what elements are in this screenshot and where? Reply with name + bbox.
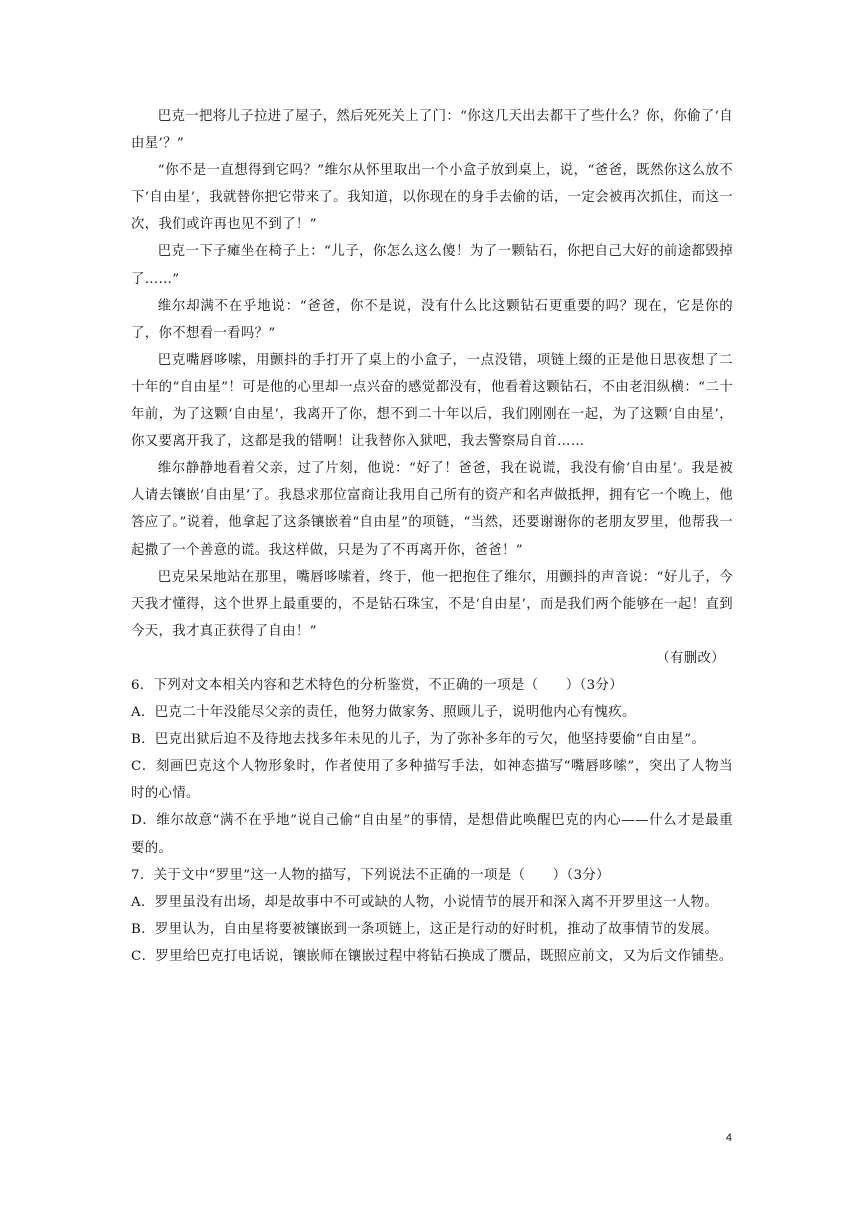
page-number: 4 [725, 1132, 732, 1144]
story-paragraph: 巴克嘴唇哆嗦，用颤抖的手打开了桌上的小盒子，一点没错，项链上缀的正是他日思夜想了二十年的“自由星”！可是他的心里却一点兴奋的感觉都没有，他看着这颗钻石，不由老泪纵横：“二十年前，为了这颗‘自由星’，我离开了你，想不到二十年以后，我们刚刚在一起，为了这颗‘自由星’，你又要离开我了，这都是我的错啊！让我替你入狱吧，我去警察局自首…… [131, 352, 733, 450]
question-7-stem: 7．关于文中“罗里”这一人物的描写，下列说法不正确的一项是（ ）（3分） [131, 867, 610, 883]
story-paragraph: 巴克一把将儿子拉进了屋子，然后死死关上了门：“你这几天出去都干了些什么？你，你偷了‘自由星’？” [131, 109, 733, 152]
document-body [131, 103, 733, 970]
question-6-stem: 6．下列对文本相关内容和艺术特色的分析鉴赏，不正确的一项是（ ）（3分） [131, 677, 623, 693]
story-paragraph: 维尔静静地看着父亲，过了片刻，他说：“好了！爸爸，我在说谎，我没有偷‘自由星’。我是被人请去镶嵌‘自由星’了。我恳求那位富商让我用自己所有的资产和名声做抵押，拥有它一个晚上，他答应了。”说着，他拿起了这条镶嵌着“自由星”的项链，“当然，还要谢谢你的老朋友罗里，他帮我一起撒了一个善意的谎。我这样做，只是为了不再离开你，爸爸！” [131, 461, 733, 558]
question-6-option-a: A．巴克二十年没能尽父亲的责任，他努力做家务、照顾儿子，说明他内心有愧疚。 [131, 705, 636, 721]
story-paragraph: 巴克呆呆地站在那里，嘴唇哆嗦着，终于，他一把抱住了维尔，用颤抖的声音说：“好儿子，今天我才懂得，这个世界上最重要的，不是钻石珠宝，不是‘自由星’，而是我们两个能够在一起！直到今天，我才真正获得了自由！” [131, 569, 733, 639]
story-paragraph: “你不是一直想得到它吗？”维尔从怀里取出一个小盒子放到桌上，说，“爸爸，既然你这么放不下‘自由星’，我就替你把它带来了。我知道，以你现在的身手去偷的话，一定会被再次抓住，而这一次，我们或许再也见不到了！” [131, 163, 733, 233]
story-paragraph: 巴克一下子瘫坐在椅子上：“儿子，你怎么这么傻！为了一颗钻石，你把自己大好的前途都毁掉了……” [131, 244, 733, 287]
question-7-option-c: C．罗里给巴克打电话说，镶嵌师在镶嵌过程中将钻石换成了赝品，既照应前文，又为后文作铺垫。 [131, 948, 733, 964]
question-6-option-c: C．刻画巴克这个人物形象时，作者使用了多种描写手法，如神态描写“嘴唇哆嗦”，突出了人物当时的心情。 [131, 759, 733, 802]
question-6-option-b: B．巴克出狱后迫不及待地去找多年未见的儿子，为了弥补多年的亏欠，他坚持要偷“自由星”。 [131, 732, 706, 748]
story-paragraph: 维尔却满不在乎地说：“爸爸，你不是说，没有什么比这颗钻石更重要的吗？现在，它是你的了，你不想看一看吗？” [131, 298, 733, 341]
question-6-option-d: D．维尔故意“满不在乎地”说自己偷“自由星”的事情，是想借此唤醒巴克的内心——什么才是最重要的。 [131, 813, 733, 856]
question-7-option-b: B．罗里认为，自由星将要被镶嵌到一条项链上，这正是行动的好时机，推动了故事情节的发展。 [131, 921, 719, 937]
question-7-option-a: A．罗里虽没有出场，却是故事中不可或缺的人物，小说情节的展开和深入离不开罗里这一人物。 [131, 894, 719, 910]
source-note: （有删改） [656, 650, 725, 666]
